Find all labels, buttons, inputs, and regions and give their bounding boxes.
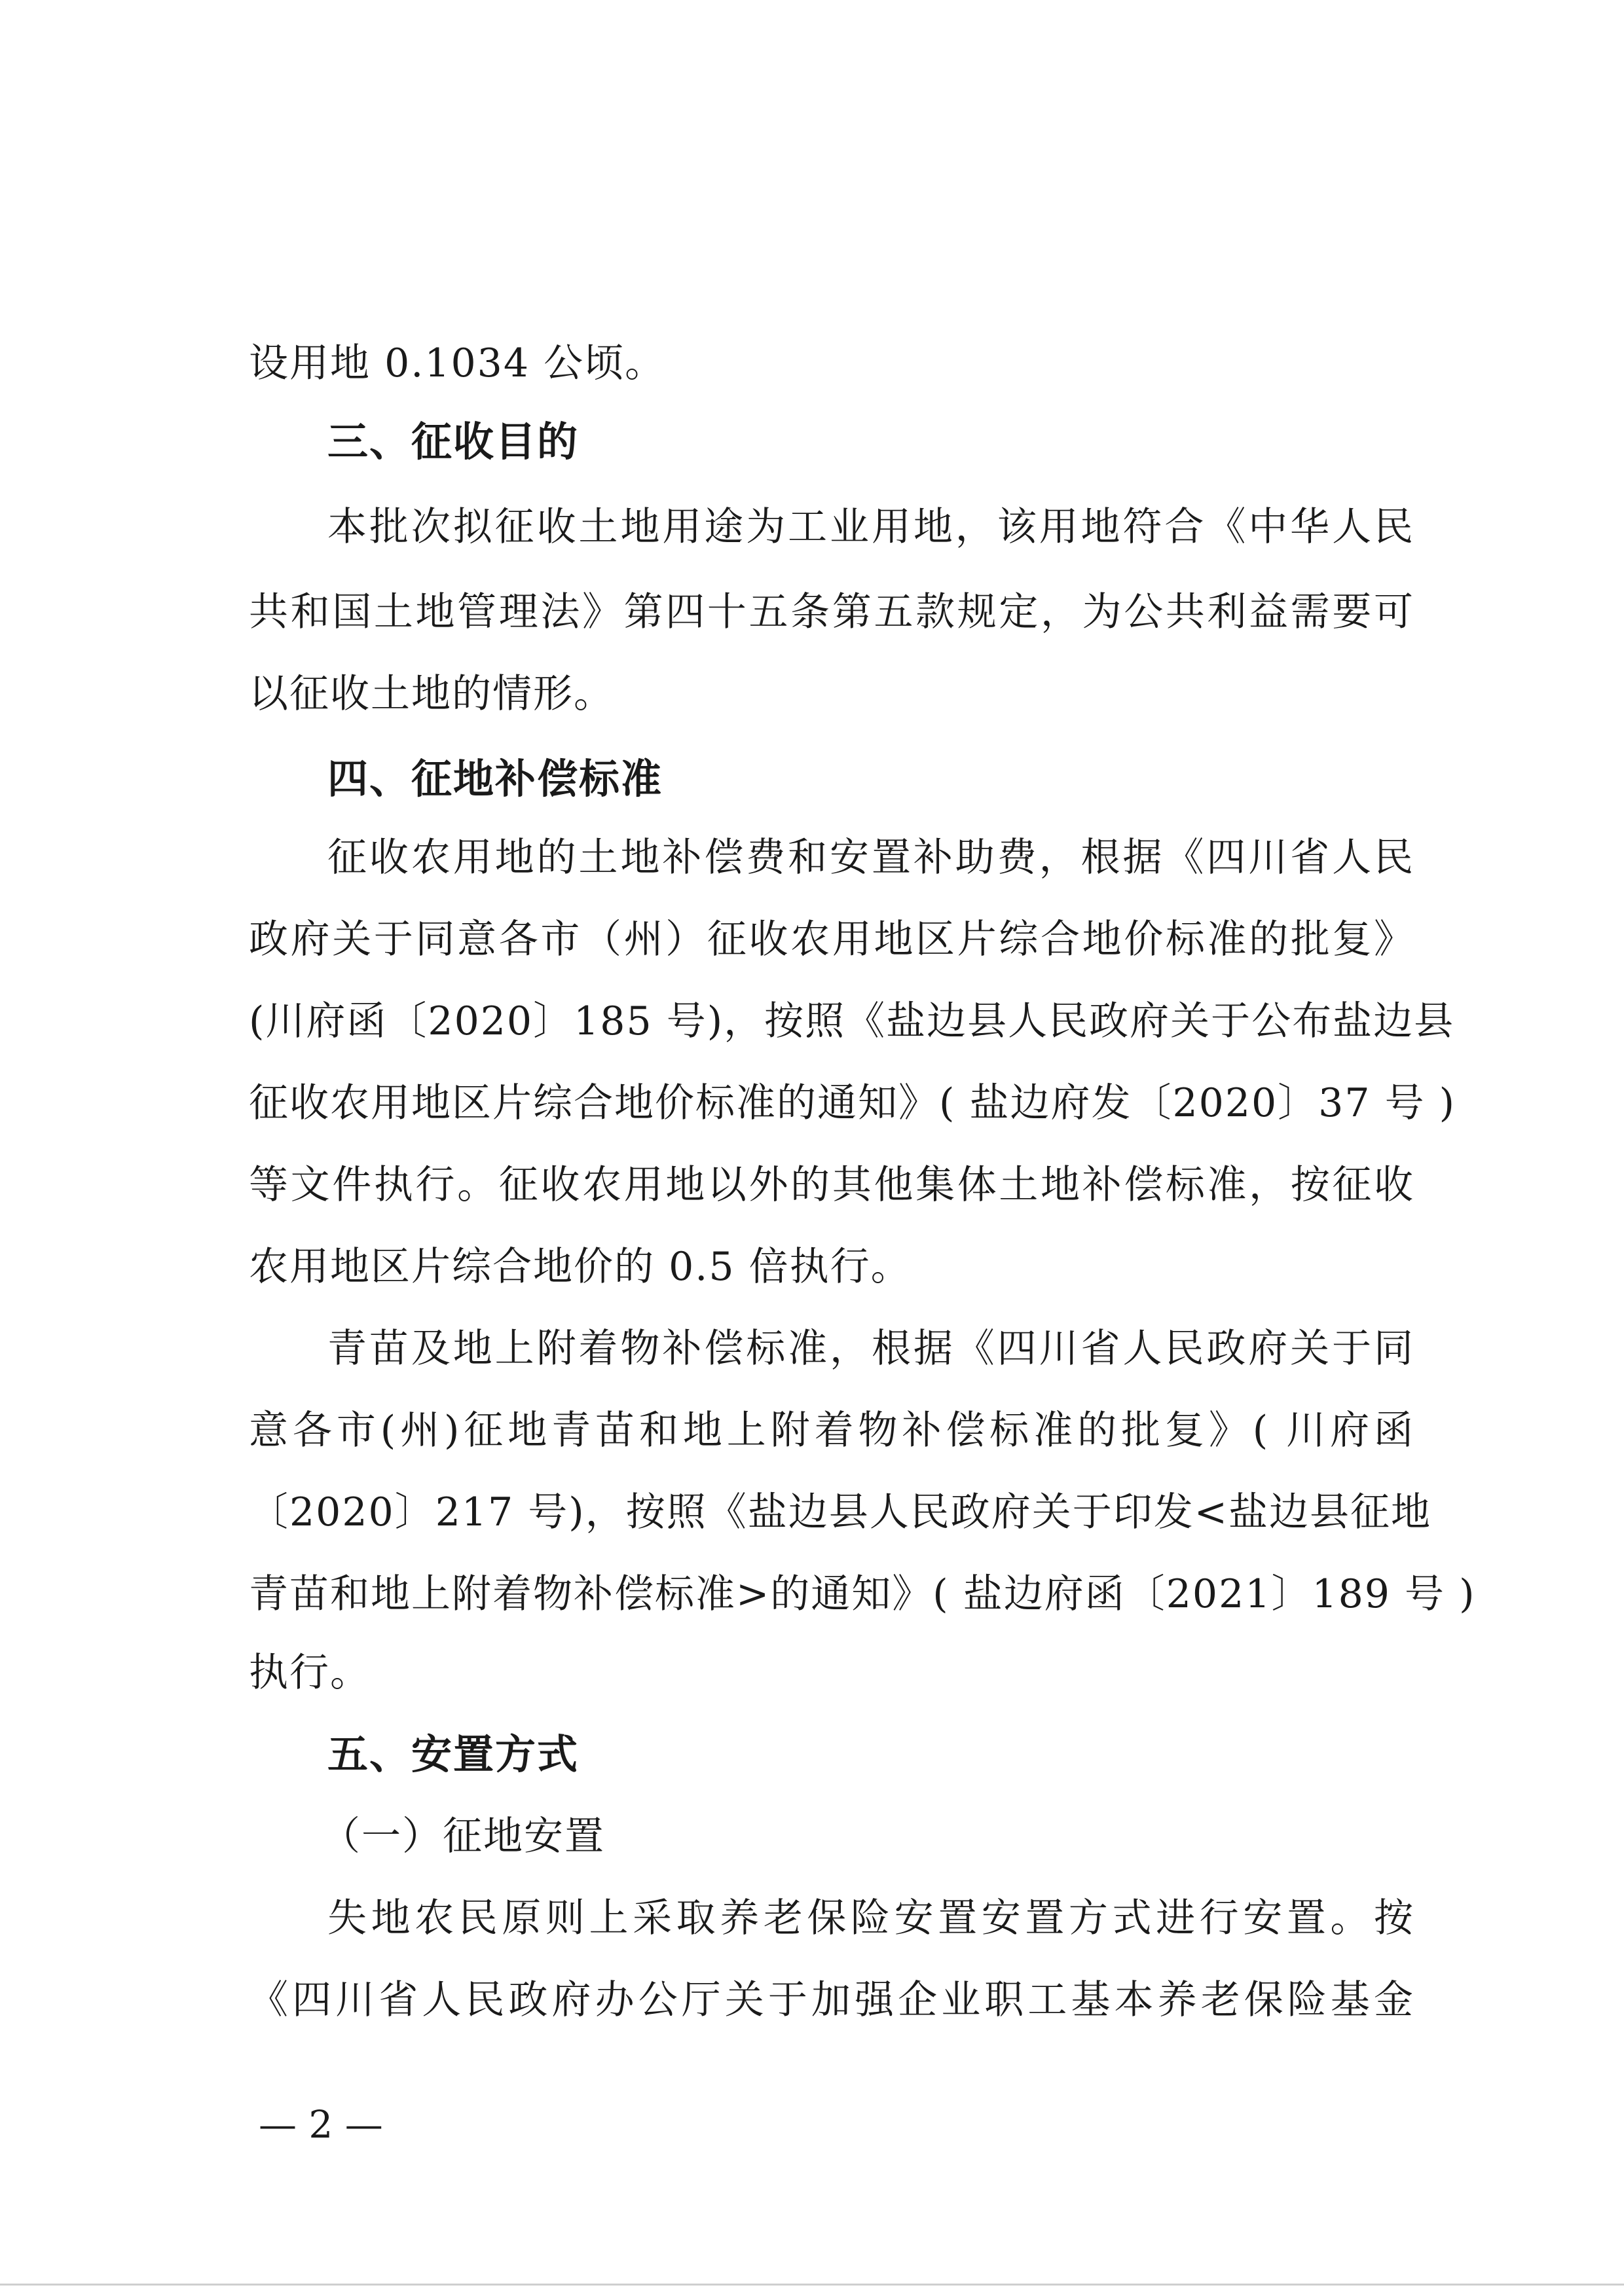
paragraph-line: 青苗及地上附着物补偿标准，根据《四川省人民政府关于同 [327, 1326, 1414, 1372]
page-number: — 2 — [259, 2102, 383, 2147]
paragraph-line: 共和国土地管理法》第四十五条第五款规定，为公共利益需要可 [249, 589, 1414, 635]
paragraph-line: 青苗和地上附着物补偿标准>的通知》( 盐边府函〔2021〕189 号 ) [249, 1571, 1476, 1617]
paragraph-line: 失地农民原则上采取养老保险安置安置方式进行安置。按 [327, 1895, 1414, 1941]
paragraph-line: 本批次拟征收土地用途为工业用地，该用地符合《中华人民 [327, 504, 1414, 550]
paragraph-line: 征收农用地区片综合地价标准的通知》( 盐边府发〔2020〕37 号 ) [249, 1080, 1456, 1126]
paragraph-line: 政府关于同意各市（州）征收农用地区片综合地价标准的批复》 [249, 917, 1414, 962]
paragraph-line: 〔2020〕217 号)，按照《盐边县人民政府关于印发<盐边县征地 [249, 1489, 1431, 1535]
paragraph-line: 以征收土地的情形。 [249, 671, 614, 717]
section-heading-3: 三、征收目的 [327, 418, 580, 465]
paragraph-line: 征收农用地的土地补偿费和安置补助费，根据《四川省人民 [327, 835, 1414, 881]
paragraph-line: (川府函〔2020〕185 号)，按照《盐边县人民政府关于公布盐边县 [249, 998, 1455, 1044]
section-heading-5: 五、安置方式 [327, 1730, 580, 1778]
scan-edge-divider [0, 2284, 1624, 2286]
paragraph-line: 执行。 [249, 1650, 371, 1696]
subsection-heading: （一）征地安置 [321, 1813, 605, 1859]
paragraph-line: 意各市(州)征地青苗和地上附着物补偿标准的批复》( 川府函 [249, 1408, 1414, 1453]
paragraph-line: 设用地 0.1034 公顷。 [249, 340, 666, 386]
paragraph-line: 等文件执行。征收农用地以外的其他集体土地补偿标准，按征收 [249, 1162, 1414, 1208]
paragraph-line: 农用地区片综合地价的 0.5 倍执行。 [249, 1244, 912, 1290]
section-heading-4: 四、征地补偿标准 [327, 755, 663, 803]
paragraph-line: 《四川省人民政府办公厅关于加强企业职工基本养老保险基金 [249, 1977, 1414, 2023]
